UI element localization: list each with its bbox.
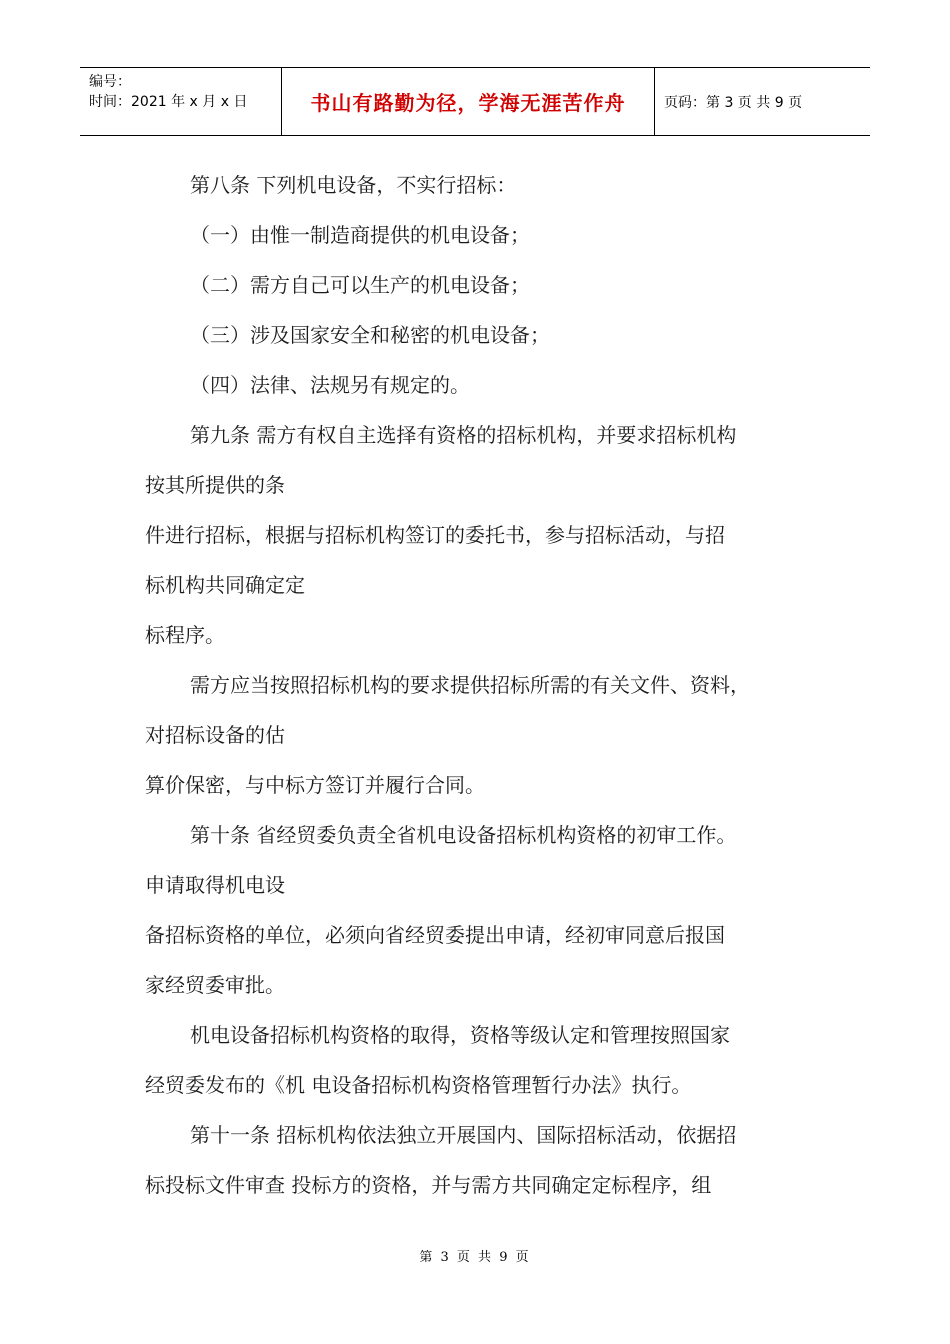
article-8-item-3: （三）涉及国家安全和秘密的机电设备； [190, 323, 550, 347]
article-11-line-1: 第十一条 招标机构依法独立开展国内、国际招标活动，依据招 [190, 1123, 737, 1147]
document-body [145, 160, 825, 1210]
paragraph-qualification-1: 机电设备招标机构资格的取得，资格等级认定和管理按照国家 [190, 1023, 730, 1047]
article-9-line-4: 标机构共同确定定 [145, 573, 305, 597]
article-10-line-1: 第十条 省经贸委负责全省机电设备招标机构资格的初审工作。 [190, 823, 737, 847]
paragraph-qualification-2: 经贸委发布的《机 电设备招标机构资格管理暂行办法》执行。 [145, 1073, 692, 1097]
article-9-line-3: 件进行招标，根据与招标机构签订的委托书，参与招标活动，与招 [145, 523, 725, 547]
header-meta-cell [80, 68, 282, 135]
header-motto: 书山有路勤为径，学海无涯苦作舟 [282, 68, 655, 135]
article-11-line-2: 标投标文件审查 投标方的资格，并与需方共同确定定标程序，组 [145, 1173, 712, 1197]
paragraph-supplier-duty-2: 对招标设备的估 [145, 723, 285, 747]
article-9-line-2: 按其所提供的条 [145, 473, 285, 497]
header-page-info: 页码：第 3 页 共 9 页 [664, 94, 803, 111]
document-number-label: 编号： [89, 74, 131, 90]
article-10-line-2: 申请取得机电设 [145, 873, 285, 897]
article-10-line-4: 家经贸委审批。 [145, 973, 285, 997]
article-9-line-5: 标程序。 [145, 623, 225, 647]
page-footer: 第 3 页 共 9 页 [419, 1250, 531, 1265]
article-10-line-3: 备招标资格的单位，必须向省经贸委提出申请，经初审同意后报国 [145, 923, 725, 947]
article-9-line-1: 第九条 需方有权自主选择有资格的招标机构，并要求招标机构 [190, 423, 737, 447]
article-8-item-1: （一）由惟一制造商提供的机电设备； [190, 223, 530, 247]
paragraph-supplier-duty-1: 需方应当按照招标机构的要求提供招标所需的有关文件、资料， [190, 673, 750, 697]
article-8-item-2: （二）需方自己可以生产的机电设备； [190, 273, 530, 297]
document-date-label: 时间：2021 年 x 月 x 日 [89, 94, 248, 110]
article-8-item-4: （四）法律、法规另有规定的。 [190, 373, 470, 397]
article-8-heading: 第八条 下列机电设备，不实行招标： [190, 173, 517, 197]
document-header [80, 67, 870, 136]
paragraph-supplier-duty-3: 算价保密，与中标方签订并履行合同。 [145, 773, 485, 797]
